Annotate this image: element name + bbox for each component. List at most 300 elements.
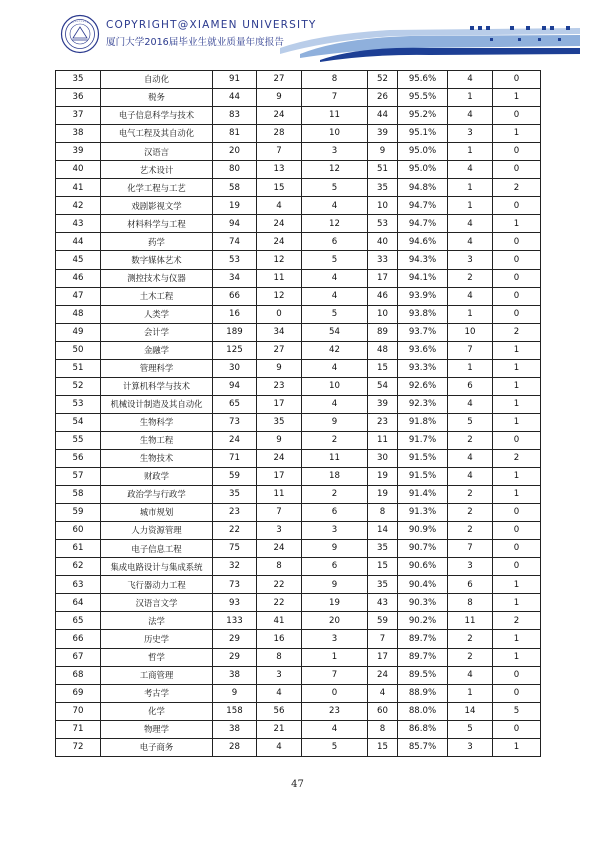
- overseas-study-cell: 1: [302, 648, 368, 666]
- graduates-cell: 75: [213, 540, 257, 558]
- overseas-study-cell: 10: [302, 125, 368, 143]
- unemployed-cell: 0: [493, 251, 541, 269]
- uncommitted-cell: 2: [448, 648, 493, 666]
- table-row: [56, 179, 541, 197]
- uncommitted-cell: 6: [448, 377, 493, 395]
- rank-cell: 42: [56, 197, 101, 215]
- uncommitted-cell: 1: [448, 359, 493, 377]
- unemployed-cell: 0: [493, 720, 541, 738]
- overseas-study-cell: 3: [302, 143, 368, 161]
- graduates-cell: 66: [213, 287, 257, 305]
- employment-rate-cell: 92.3%: [398, 395, 448, 413]
- table-row: [56, 522, 541, 540]
- domestic-study-cell: 9: [257, 359, 302, 377]
- rank-cell: 56: [56, 449, 101, 467]
- uncommitted-cell: 2: [448, 504, 493, 522]
- overseas-study-cell: 9: [302, 413, 368, 431]
- employment-rate-cell: 90.2%: [398, 612, 448, 630]
- employment-rate-cell: 93.7%: [398, 323, 448, 341]
- unemployed-cell: 1: [493, 377, 541, 395]
- domestic-study-cell: 27: [257, 71, 302, 89]
- major-name-cell: 税务: [101, 89, 213, 107]
- major-name-cell: 自动化: [101, 71, 213, 89]
- domestic-study-cell: 3: [257, 666, 302, 684]
- graduates-cell: 9: [213, 684, 257, 702]
- graduates-cell: 189: [213, 323, 257, 341]
- major-name-cell: 汉语言: [101, 143, 213, 161]
- major-name-cell: 金融学: [101, 341, 213, 359]
- graduates-cell: 65: [213, 395, 257, 413]
- major-name-cell: 药学: [101, 233, 213, 251]
- uncommitted-cell: 3: [448, 125, 493, 143]
- overseas-study-cell: 6: [302, 504, 368, 522]
- overseas-study-cell: 4: [302, 197, 368, 215]
- employment-rate-cell: 94.1%: [398, 269, 448, 287]
- employed-cell: 23: [368, 413, 398, 431]
- major-name-cell: 电子信息工程: [101, 540, 213, 558]
- unemployed-cell: 2: [493, 323, 541, 341]
- employment-rate-cell: 95.5%: [398, 89, 448, 107]
- graduates-cell: 29: [213, 648, 257, 666]
- employed-cell: 9: [368, 143, 398, 161]
- employment-rate-cell: 95.0%: [398, 161, 448, 179]
- uncommitted-cell: 3: [448, 738, 493, 756]
- rank-cell: 72: [56, 738, 101, 756]
- domestic-study-cell: 17: [257, 468, 302, 486]
- unemployed-cell: 0: [493, 684, 541, 702]
- unemployed-cell: 1: [493, 89, 541, 107]
- unemployed-cell: 0: [493, 161, 541, 179]
- uncommitted-cell: 14: [448, 702, 493, 720]
- employment-rate-cell: 90.7%: [398, 540, 448, 558]
- major-name-cell: 电气工程及其自动化: [101, 125, 213, 143]
- employment-rate-cell: 93.6%: [398, 341, 448, 359]
- uncommitted-cell: 4: [448, 107, 493, 125]
- graduates-cell: 38: [213, 666, 257, 684]
- domestic-study-cell: 12: [257, 251, 302, 269]
- employment-rate-cell: 95.0%: [398, 143, 448, 161]
- employment-rate-cell: 94.6%: [398, 233, 448, 251]
- uncommitted-cell: 11: [448, 612, 493, 630]
- major-name-cell: 土木工程: [101, 287, 213, 305]
- major-name-cell: 数字媒体艺术: [101, 251, 213, 269]
- employment-rate-cell: 86.8%: [398, 720, 448, 738]
- employed-cell: 19: [368, 468, 398, 486]
- table-row: [56, 540, 541, 558]
- overseas-study-cell: 4: [302, 287, 368, 305]
- employed-cell: 26: [368, 89, 398, 107]
- unemployed-cell: 0: [493, 71, 541, 89]
- uncommitted-cell: 1: [448, 143, 493, 161]
- uncommitted-cell: 7: [448, 540, 493, 558]
- major-name-cell: 法学: [101, 612, 213, 630]
- rank-cell: 36: [56, 89, 101, 107]
- rank-cell: 69: [56, 684, 101, 702]
- rank-cell: 70: [56, 702, 101, 720]
- employed-cell: 35: [368, 179, 398, 197]
- page-header: [0, 0, 595, 62]
- overseas-study-cell: 0: [302, 684, 368, 702]
- table-row: [56, 323, 541, 341]
- unemployed-cell: 0: [493, 431, 541, 449]
- rank-cell: 64: [56, 594, 101, 612]
- major-name-cell: 考古学: [101, 684, 213, 702]
- domestic-study-cell: 9: [257, 89, 302, 107]
- domestic-study-cell: 7: [257, 143, 302, 161]
- rank-cell: 41: [56, 179, 101, 197]
- uncommitted-cell: 8: [448, 594, 493, 612]
- major-name-cell: 材料科学与工程: [101, 215, 213, 233]
- domestic-study-cell: 56: [257, 702, 302, 720]
- rank-cell: 45: [56, 251, 101, 269]
- table-row: [56, 341, 541, 359]
- table-row: [56, 251, 541, 269]
- employed-cell: 10: [368, 197, 398, 215]
- unemployed-cell: 1: [493, 413, 541, 431]
- domestic-study-cell: 22: [257, 594, 302, 612]
- major-name-cell: 飞行器动力工程: [101, 576, 213, 594]
- unemployed-cell: 1: [493, 468, 541, 486]
- major-name-cell: 计算机科学与技术: [101, 377, 213, 395]
- major-name-cell: 生物技术: [101, 449, 213, 467]
- employed-cell: 8: [368, 720, 398, 738]
- rank-cell: 55: [56, 431, 101, 449]
- rank-cell: 50: [56, 341, 101, 359]
- table-body: [56, 71, 541, 757]
- graduates-cell: 44: [213, 89, 257, 107]
- table-row: [56, 702, 541, 720]
- employed-cell: 51: [368, 161, 398, 179]
- domestic-study-cell: 7: [257, 504, 302, 522]
- domestic-study-cell: 17: [257, 395, 302, 413]
- employed-cell: 4: [368, 684, 398, 702]
- table-row: [56, 413, 541, 431]
- domestic-study-cell: 11: [257, 269, 302, 287]
- graduates-cell: 59: [213, 468, 257, 486]
- employment-rate-cell: 95.2%: [398, 107, 448, 125]
- major-name-cell: 化学工程与工艺: [101, 179, 213, 197]
- uncommitted-cell: 1: [448, 179, 493, 197]
- employment-rate-cell: 88.9%: [398, 684, 448, 702]
- table-row: [56, 558, 541, 576]
- domestic-study-cell: 4: [257, 197, 302, 215]
- overseas-study-cell: 11: [302, 449, 368, 467]
- graduates-cell: 34: [213, 269, 257, 287]
- graduates-cell: 133: [213, 612, 257, 630]
- employed-cell: 48: [368, 341, 398, 359]
- major-name-cell: 生物科学: [101, 413, 213, 431]
- employed-cell: 35: [368, 540, 398, 558]
- employment-rate-cell: 95.6%: [398, 71, 448, 89]
- employed-cell: 19: [368, 486, 398, 504]
- uncommitted-cell: 4: [448, 395, 493, 413]
- rank-cell: 61: [56, 540, 101, 558]
- table-row: [56, 215, 541, 233]
- overseas-study-cell: 7: [302, 666, 368, 684]
- overseas-study-cell: 5: [302, 251, 368, 269]
- domestic-study-cell: 4: [257, 684, 302, 702]
- uncommitted-cell: 1: [448, 305, 493, 323]
- unemployed-cell: 1: [493, 648, 541, 666]
- table-row: [56, 197, 541, 215]
- major-name-cell: 财政学: [101, 468, 213, 486]
- rank-cell: 62: [56, 558, 101, 576]
- major-name-cell: 工商管理: [101, 666, 213, 684]
- overseas-study-cell: 23: [302, 702, 368, 720]
- major-name-cell: 艺术设计: [101, 161, 213, 179]
- rank-cell: 63: [56, 576, 101, 594]
- major-name-cell: 物理学: [101, 720, 213, 738]
- employment-rate-cell: 93.8%: [398, 305, 448, 323]
- uncommitted-cell: 1: [448, 89, 493, 107]
- unemployed-cell: 0: [493, 233, 541, 251]
- uncommitted-cell: 5: [448, 720, 493, 738]
- rank-cell: 65: [56, 612, 101, 630]
- uncommitted-cell: 6: [448, 576, 493, 594]
- unemployed-cell: 1: [493, 215, 541, 233]
- graduates-cell: 158: [213, 702, 257, 720]
- table-row: [56, 143, 541, 161]
- unemployed-cell: 0: [493, 504, 541, 522]
- table-row: [56, 305, 541, 323]
- rank-cell: 67: [56, 648, 101, 666]
- employed-cell: 46: [368, 287, 398, 305]
- employed-cell: 10: [368, 305, 398, 323]
- overseas-study-cell: 5: [302, 738, 368, 756]
- major-name-cell: 政治学与行政学: [101, 486, 213, 504]
- overseas-study-cell: 5: [302, 179, 368, 197]
- rank-cell: 48: [56, 305, 101, 323]
- employment-rate-cell: 92.6%: [398, 377, 448, 395]
- employed-cell: 40: [368, 233, 398, 251]
- rank-cell: 43: [56, 215, 101, 233]
- overseas-study-cell: 19: [302, 594, 368, 612]
- employed-cell: 53: [368, 215, 398, 233]
- unemployed-cell: 1: [493, 395, 541, 413]
- major-name-cell: 管理科学: [101, 359, 213, 377]
- employment-rate-cell: 91.4%: [398, 486, 448, 504]
- table-row: [56, 468, 541, 486]
- employment-rate-cell: 91.5%: [398, 449, 448, 467]
- rank-cell: 60: [56, 522, 101, 540]
- uncommitted-cell: 4: [448, 71, 493, 89]
- graduates-cell: 23: [213, 504, 257, 522]
- domestic-study-cell: 41: [257, 612, 302, 630]
- table-row: [56, 359, 541, 377]
- university-seal-icon: [60, 14, 100, 54]
- overseas-study-cell: 4: [302, 359, 368, 377]
- table-row: [56, 612, 541, 630]
- overseas-study-cell: 5: [302, 305, 368, 323]
- employed-cell: 8: [368, 504, 398, 522]
- rank-cell: 57: [56, 468, 101, 486]
- graduates-cell: 19: [213, 197, 257, 215]
- employment-rate-cell: 94.3%: [398, 251, 448, 269]
- domestic-study-cell: 22: [257, 576, 302, 594]
- graduates-cell: 73: [213, 576, 257, 594]
- major-name-cell: 集成电路设计与集成系统: [101, 558, 213, 576]
- uncommitted-cell: 2: [448, 522, 493, 540]
- table-row: [56, 449, 541, 467]
- employed-cell: 7: [368, 630, 398, 648]
- overseas-study-cell: 9: [302, 576, 368, 594]
- unemployed-cell: 0: [493, 197, 541, 215]
- unemployed-cell: 0: [493, 558, 541, 576]
- employment-rate-cell: 90.3%: [398, 594, 448, 612]
- uncommitted-cell: 3: [448, 251, 493, 269]
- overseas-study-cell: 54: [302, 323, 368, 341]
- overseas-study-cell: 12: [302, 161, 368, 179]
- employed-cell: 14: [368, 522, 398, 540]
- table-row: [56, 666, 541, 684]
- graduates-cell: 16: [213, 305, 257, 323]
- graduates-cell: 20: [213, 143, 257, 161]
- major-name-cell: 汉语言文学: [101, 594, 213, 612]
- domestic-study-cell: 28: [257, 125, 302, 143]
- major-name-cell: 人力资源管理: [101, 522, 213, 540]
- uncommitted-cell: 2: [448, 486, 493, 504]
- overseas-study-cell: 2: [302, 431, 368, 449]
- domestic-study-cell: 24: [257, 449, 302, 467]
- overseas-study-cell: 4: [302, 395, 368, 413]
- overseas-study-cell: 11: [302, 107, 368, 125]
- overseas-study-cell: 4: [302, 720, 368, 738]
- uncommitted-cell: 4: [448, 287, 493, 305]
- rank-cell: 39: [56, 143, 101, 161]
- employed-cell: 33: [368, 251, 398, 269]
- rank-cell: 38: [56, 125, 101, 143]
- graduates-cell: 29: [213, 630, 257, 648]
- table-row: [56, 504, 541, 522]
- overseas-study-cell: 4: [302, 269, 368, 287]
- employed-cell: 15: [368, 558, 398, 576]
- unemployed-cell: 0: [493, 666, 541, 684]
- graduates-cell: 91: [213, 71, 257, 89]
- employment-rate-cell: 89.7%: [398, 648, 448, 666]
- copyright-text: COPYRIGHT@XIAMEN UNIVERSITY: [106, 19, 317, 31]
- graduates-cell: 24: [213, 431, 257, 449]
- overseas-study-cell: 3: [302, 522, 368, 540]
- domestic-study-cell: 24: [257, 107, 302, 125]
- employment-rate-cell: 94.8%: [398, 179, 448, 197]
- domestic-study-cell: 12: [257, 287, 302, 305]
- employed-cell: 24: [368, 666, 398, 684]
- employed-cell: 17: [368, 648, 398, 666]
- table-row: [56, 594, 541, 612]
- employment-rate-cell: 91.8%: [398, 413, 448, 431]
- unemployed-cell: 0: [493, 269, 541, 287]
- domestic-study-cell: 0: [257, 305, 302, 323]
- employment-rate-cell: 91.3%: [398, 504, 448, 522]
- unemployed-cell: 1: [493, 341, 541, 359]
- unemployed-cell: 1: [493, 594, 541, 612]
- rank-cell: 44: [56, 233, 101, 251]
- uncommitted-cell: 2: [448, 630, 493, 648]
- graduates-cell: 73: [213, 413, 257, 431]
- uncommitted-cell: 1: [448, 684, 493, 702]
- employment-rate-cell: 94.7%: [398, 197, 448, 215]
- rank-cell: 51: [56, 359, 101, 377]
- major-name-cell: 电子商务: [101, 738, 213, 756]
- graduates-cell: 83: [213, 107, 257, 125]
- employed-cell: 52: [368, 71, 398, 89]
- employed-cell: 43: [368, 594, 398, 612]
- rank-cell: 53: [56, 395, 101, 413]
- report-title: 厦门大学2016届毕业生就业质量年度报告: [106, 37, 284, 48]
- uncommitted-cell: 4: [448, 468, 493, 486]
- graduates-cell: 28: [213, 738, 257, 756]
- major-name-cell: 生物工程: [101, 431, 213, 449]
- major-name-cell: 电子信息科学与技术: [101, 107, 213, 125]
- domestic-study-cell: 13: [257, 161, 302, 179]
- employment-rate-cell: 90.4%: [398, 576, 448, 594]
- employment-rate-cell: 90.6%: [398, 558, 448, 576]
- table-row: [56, 233, 541, 251]
- domestic-study-cell: 3: [257, 522, 302, 540]
- graduates-cell: 38: [213, 720, 257, 738]
- graduates-cell: 94: [213, 215, 257, 233]
- uncommitted-cell: 5: [448, 413, 493, 431]
- employed-cell: 59: [368, 612, 398, 630]
- rank-cell: 58: [56, 486, 101, 504]
- table-row: [56, 395, 541, 413]
- unemployed-cell: 0: [493, 305, 541, 323]
- domestic-study-cell: 34: [257, 323, 302, 341]
- major-name-cell: 城市规划: [101, 504, 213, 522]
- graduates-cell: 80: [213, 161, 257, 179]
- employed-cell: 30: [368, 449, 398, 467]
- domestic-study-cell: 16: [257, 630, 302, 648]
- overseas-study-cell: 9: [302, 540, 368, 558]
- uncommitted-cell: 3: [448, 558, 493, 576]
- unemployed-cell: 2: [493, 179, 541, 197]
- table-row: [56, 89, 541, 107]
- employed-cell: 35: [368, 576, 398, 594]
- overseas-study-cell: 6: [302, 233, 368, 251]
- table-row: [56, 738, 541, 756]
- rank-cell: 35: [56, 71, 101, 89]
- overseas-study-cell: 2: [302, 486, 368, 504]
- overseas-study-cell: 6: [302, 558, 368, 576]
- major-name-cell: 机械设计制造及其自动化: [101, 395, 213, 413]
- uncommitted-cell: 4: [448, 215, 493, 233]
- employed-cell: 54: [368, 377, 398, 395]
- uncommitted-cell: 4: [448, 233, 493, 251]
- domestic-study-cell: 8: [257, 648, 302, 666]
- overseas-study-cell: 18: [302, 468, 368, 486]
- employment-rate-cell: 90.9%: [398, 522, 448, 540]
- table-row: [56, 269, 541, 287]
- employment-rate-cell: 85.7%: [398, 738, 448, 756]
- graduates-cell: 32: [213, 558, 257, 576]
- employed-cell: 17: [368, 269, 398, 287]
- table-row: [56, 431, 541, 449]
- major-name-cell: 戏剧影视文学: [101, 197, 213, 215]
- domestic-study-cell: 35: [257, 413, 302, 431]
- overseas-study-cell: 7: [302, 89, 368, 107]
- table-row: [56, 377, 541, 395]
- domestic-study-cell: 8: [257, 558, 302, 576]
- table-row: [56, 576, 541, 594]
- table-row: [56, 287, 541, 305]
- rank-cell: 66: [56, 630, 101, 648]
- employed-cell: 44: [368, 107, 398, 125]
- uncommitted-cell: 1: [448, 197, 493, 215]
- table-row: [56, 720, 541, 738]
- page-number: 47: [291, 779, 304, 790]
- overseas-study-cell: 10: [302, 377, 368, 395]
- employed-cell: 15: [368, 359, 398, 377]
